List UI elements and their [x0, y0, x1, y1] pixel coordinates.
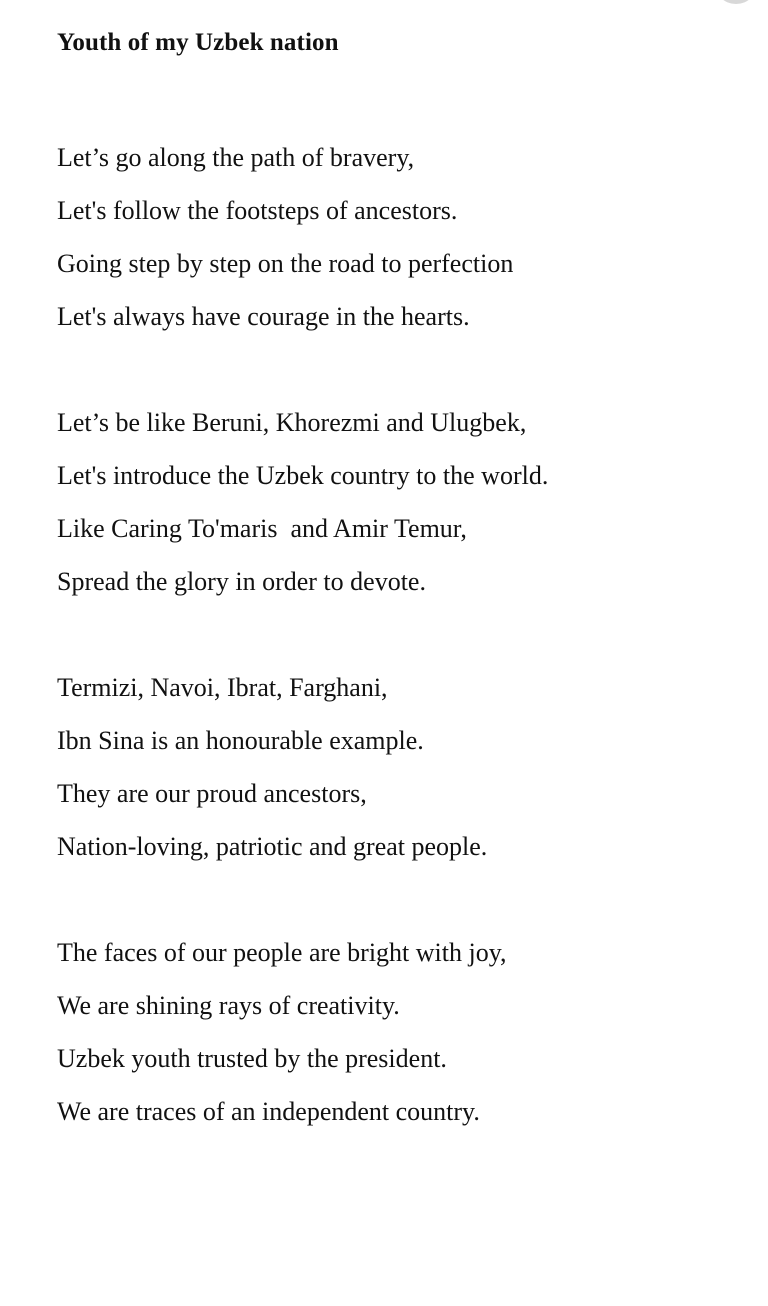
- poem-line: Going step by step on the road to perfection: [57, 249, 514, 278]
- poem-line: Let’s be like Beruni, Khorezmi and Ulugbek,: [57, 408, 527, 437]
- page-corner-mark: [714, 0, 758, 4]
- poem-line: Let’s go along the path of bravery,: [57, 143, 415, 172]
- poem-line: The faces of our people are bright with joy,: [57, 938, 507, 967]
- poem: [57, 26, 737, 1138]
- stanza-3: [57, 661, 737, 873]
- poem-title: Youth of my Uzbek nation: [57, 29, 339, 56]
- poem-line: Let's always have courage in the hearts.: [57, 302, 470, 331]
- stanza-2: [57, 396, 737, 608]
- poem-line: Let's introduce the Uzbek country to the world.: [57, 461, 549, 490]
- poem-line: Uzbek youth trusted by the president.: [57, 1044, 447, 1073]
- poem-line: Ibn Sina is an honourable example.: [57, 726, 424, 755]
- poem-line: Termizi, Navoi, Ibrat, Farghani,: [57, 673, 388, 702]
- poem-line: Nation-loving, patriotic and great people.: [57, 832, 488, 861]
- poem-line: Like Caring To'maris and Amir Temur,: [57, 514, 467, 543]
- poem-line: We are shining rays of creativity.: [57, 991, 400, 1020]
- poem-line: They are our proud ancestors,: [57, 779, 367, 808]
- poem-line: Spread the glory in order to devote.: [57, 567, 426, 596]
- stanza-1: [57, 131, 737, 343]
- stanza-4: [57, 926, 737, 1138]
- poem-line: Let's follow the footsteps of ancestors.: [57, 196, 458, 225]
- poem-line: We are traces of an independent country.: [57, 1097, 480, 1126]
